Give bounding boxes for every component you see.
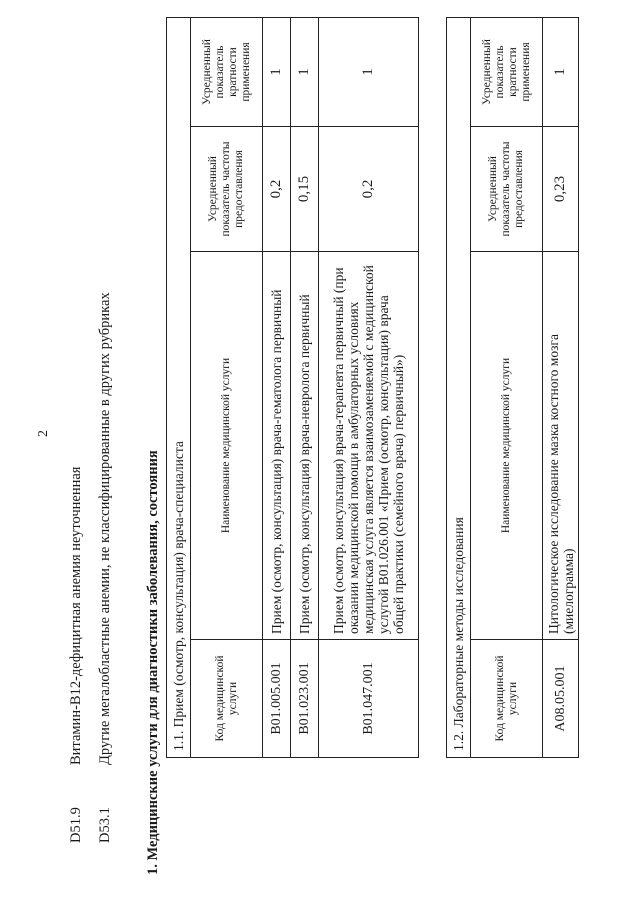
service-code: B01.047.001: [319, 640, 419, 758]
table-row: [291, 18, 319, 758]
laboratory-methods-table: [446, 17, 579, 758]
service-code: B01.005.001: [263, 640, 291, 758]
multiplicity-value: 1: [263, 18, 291, 127]
column-header-name: Наименование медицинской услуги: [191, 252, 263, 640]
multiplicity-value: 1: [291, 18, 319, 127]
column-header-multiplicity: Усредненный показатель кратности применения: [191, 18, 263, 127]
table-caption: 1.1. Прием (осмотр, консультация) врача-специалиста: [167, 18, 191, 758]
frequency-value: 0,15: [291, 127, 319, 252]
service-name: Прием (осмотр, консультация) врача-гематолога первичный: [263, 252, 291, 640]
diagnosis-code: D51.9: [68, 807, 84, 843]
diagnosis-name: Другие мегалобластные анемии, не классифицированные в других рубриках: [97, 292, 113, 765]
service-code: A08.05.001: [543, 640, 579, 758]
table-row: [263, 18, 291, 758]
frequency-value: 0,23: [543, 127, 579, 252]
diagnosis-line: [97, 292, 114, 843]
specialist-consultation-table: [166, 17, 419, 758]
multiplicity-value: 1: [319, 18, 419, 127]
table-row: [543, 17, 579, 757]
table-caption: 1.2. Лабораторные методы исследования: [447, 17, 471, 757]
service-code: B01.023.001: [291, 640, 319, 758]
service-name: Цитологическое исследование мазка костного мозга (миелограмма): [543, 252, 579, 640]
column-header-name: Наименование медицинской услуги: [471, 252, 543, 640]
column-header-frequency: Усредненный показатель частоты предоставления: [191, 127, 263, 252]
column-header-code: Код медицинской услуги: [191, 640, 263, 758]
diagnosis-line: [68, 467, 85, 843]
diagnosis-code: D53.1: [97, 807, 113, 843]
section-title: 1. Медицинские услуги для диагностики заболевания, состояния: [145, 450, 161, 875]
column-header-multiplicity: Усредненный показатель кратности применения: [471, 17, 543, 126]
column-header-code: Код медицинской услуги: [471, 640, 543, 758]
page-number: 2: [36, 430, 51, 437]
service-name: Прием (осмотр, консультация) врача-невролога первичный: [291, 252, 319, 640]
frequency-value: 0,2: [263, 127, 291, 252]
service-name: Прием (осмотр, консультация) врача-терапевта первичный (при оказании медицинской помощи в амбулаторных условиях медицинская услуга является взаимозаменяемой с медицинской услугой B01.026.001 «Прием (осмотр, консультация) врача общей практики (семейного врача) первичный»): [319, 252, 419, 640]
column-header-frequency: Усредненный показатель частоты предоставления: [471, 127, 543, 252]
diagnosis-name: Витамин-B12-дефицитная анемия неуточненная: [68, 466, 84, 765]
table-row: [319, 18, 419, 758]
frequency-value: 0,2: [319, 127, 419, 252]
multiplicity-value: 1: [543, 17, 579, 126]
